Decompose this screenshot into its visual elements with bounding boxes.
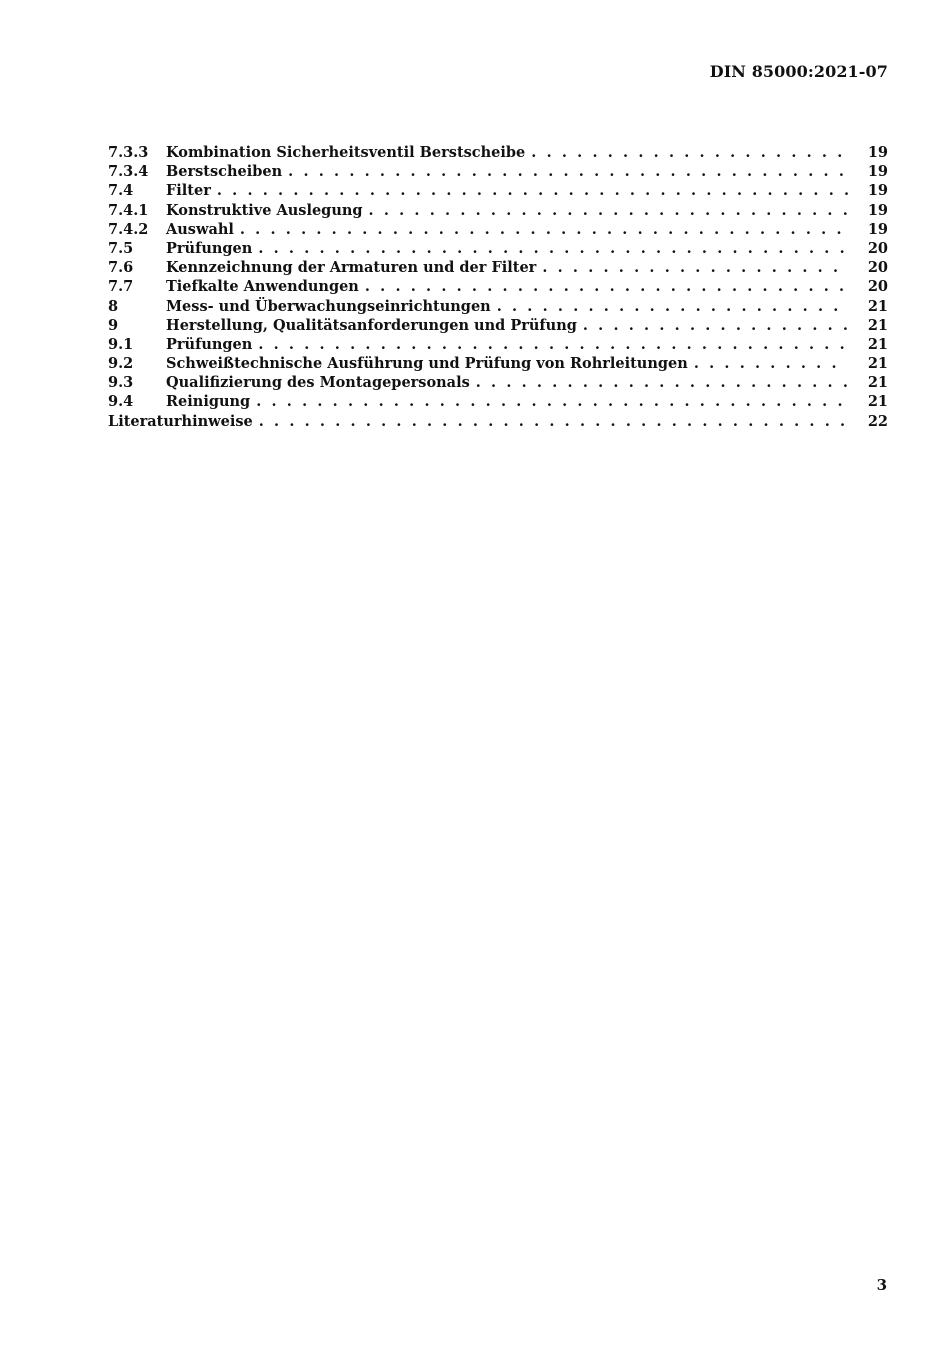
toc-entry-number: 9.2	[108, 355, 134, 373]
toc-entry-title: Literaturhinweise	[108, 412, 253, 430]
toc-entry[interactable]	[108, 201, 888, 220]
toc-entry-number: 7.6	[108, 259, 134, 277]
toc-entry-page: 20	[867, 239, 888, 257]
toc-entry[interactable]	[108, 277, 888, 296]
toc-leader-dots	[694, 354, 848, 373]
toc-entry-bibliography[interactable]	[108, 412, 888, 431]
toc-entry-title: Auswahl	[166, 220, 234, 238]
toc-entry-title: Qualifizierung des Montagepersonals	[166, 374, 470, 392]
toc-entry-title: Konstruktive Auslegung	[166, 201, 363, 219]
toc-entry[interactable]	[108, 297, 888, 316]
toc-entry-title: Reinigung	[166, 393, 251, 411]
toc-entry[interactable]	[108, 239, 888, 258]
toc-entry[interactable]	[108, 220, 888, 239]
toc-leader-dots	[258, 239, 848, 258]
toc-leader-dots	[476, 373, 848, 392]
toc-entry-page: 22	[867, 412, 888, 430]
toc-leader-dots	[365, 277, 848, 296]
toc-entry-page: 21	[867, 316, 888, 334]
toc-entry[interactable]	[108, 354, 888, 373]
toc-entry-page: 21	[867, 355, 888, 373]
toc-leader-dots	[497, 297, 848, 316]
toc-entry-title: Herstellung, Qualitätsanforderungen und Prüfung	[166, 316, 577, 334]
toc-leader-dots	[288, 162, 848, 181]
toc-entry-page: 21	[867, 297, 888, 315]
table-of-contents	[108, 143, 888, 431]
toc-entry[interactable]	[108, 392, 888, 411]
toc-entry[interactable]	[108, 316, 888, 335]
toc-leader-dots	[369, 201, 848, 220]
toc-entry-number: 7.7	[108, 278, 134, 296]
toc-entry-number: 7.3.3	[108, 144, 149, 161]
toc-leader-dots	[258, 335, 848, 354]
toc-entry-number: 9	[108, 316, 119, 334]
toc-entry-page: 19	[867, 220, 888, 238]
toc-leader-dots	[240, 220, 848, 239]
toc-leader-dots	[259, 412, 848, 431]
toc-entry[interactable]	[108, 181, 888, 200]
toc-entry-page: 20	[867, 278, 888, 296]
toc-entry-page: 19	[867, 201, 888, 219]
toc-leader-dots	[583, 316, 848, 335]
toc-entry-number: 7.4.2	[108, 220, 149, 238]
page-number: 3	[876, 1276, 887, 1294]
toc-entry-page: 19	[867, 163, 888, 181]
toc-entry-title: Berstscheiben	[166, 163, 283, 181]
toc-entry-title: Mess- und Überwachungseinrichtungen	[166, 297, 491, 315]
toc-entry-number: 7.5	[108, 239, 134, 257]
toc-entry-number: 7.4.1	[108, 201, 149, 219]
toc-entry-title: Kombination Sicherheitsventil Berstscheibe	[166, 144, 526, 161]
toc-entry-number: 7.4	[108, 182, 134, 200]
toc-leader-dots	[531, 143, 848, 162]
toc-entry[interactable]	[108, 143, 888, 162]
toc-entry-number: 7.3.4	[108, 163, 149, 181]
toc-entry-page: 20	[867, 259, 888, 277]
toc-entry-title: Schweißtechnische Ausführung und Prüfung von Rohrleitungen	[166, 355, 688, 373]
toc-entry[interactable]	[108, 335, 888, 354]
toc-entry-number: 9.4	[108, 393, 134, 411]
toc-entry-title: Tiefkalte Anwendungen	[166, 278, 359, 296]
toc-entry[interactable]	[108, 258, 888, 277]
toc-entry-page: 21	[867, 374, 888, 392]
document-id: DIN 85000:2021-07	[709, 62, 888, 81]
toc-entry-title: Kennzeichnung der Armaturen und der Filter	[166, 259, 537, 277]
toc-entry-page: 19	[867, 182, 888, 200]
toc-entry-title: Filter	[166, 182, 211, 200]
toc-entry-number: 9.3	[108, 374, 134, 392]
toc-entry-number: 9.1	[108, 335, 134, 353]
toc-leader-dots	[256, 392, 848, 411]
toc-entry-number: 8	[108, 297, 119, 315]
toc-entry-title: Prüfungen	[166, 239, 253, 257]
toc-entry[interactable]	[108, 162, 888, 181]
toc-entry-page: 21	[867, 335, 888, 353]
toc-leader-dots	[542, 258, 848, 277]
toc-leader-dots	[217, 181, 848, 200]
toc-entry[interactable]	[108, 373, 888, 392]
toc-entry-page: 21	[867, 393, 888, 411]
toc-entry-title: Prüfungen	[166, 335, 253, 353]
toc-entry-page: 19	[867, 144, 888, 161]
